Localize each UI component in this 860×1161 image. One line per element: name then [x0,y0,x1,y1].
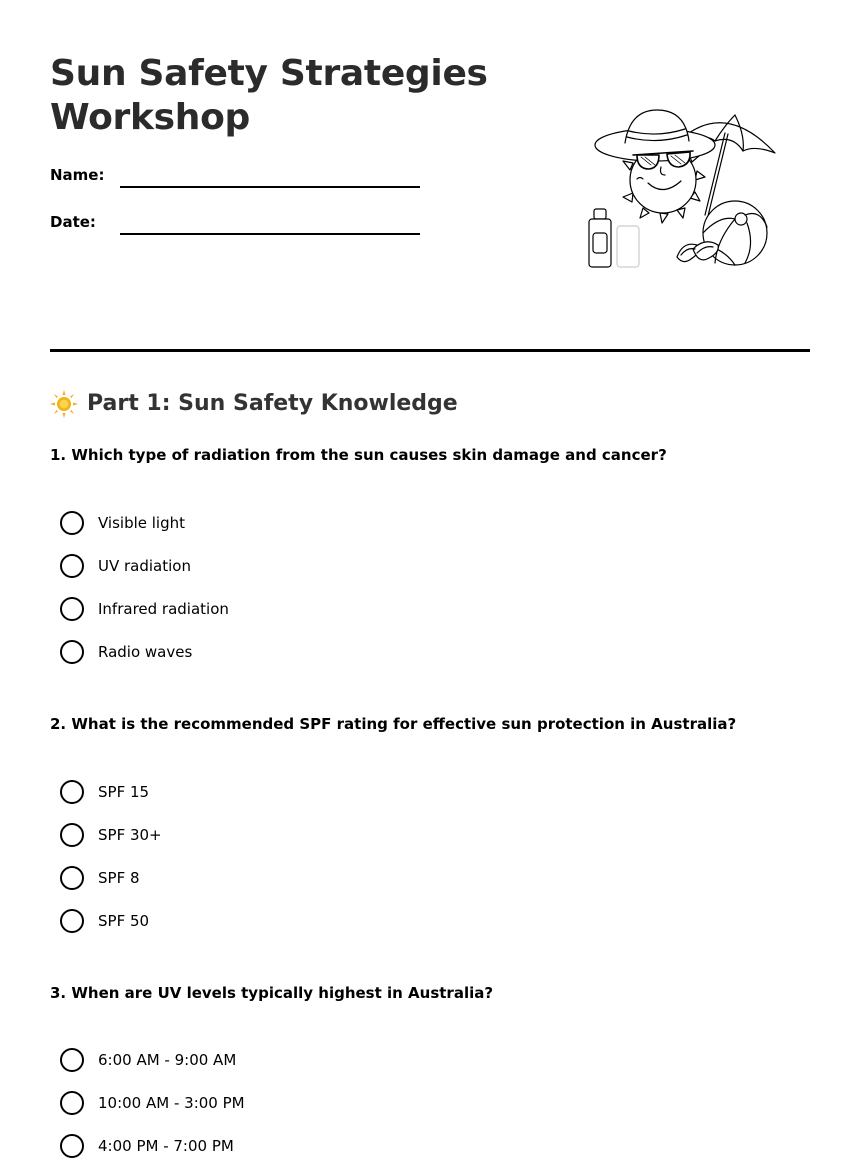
date-field[interactable] [50,213,430,243]
date-write-line[interactable] [120,233,420,235]
q1-option-1[interactable] [60,510,185,536]
radio-button[interactable] [60,823,84,847]
option-label: SPF 50 [98,912,150,930]
section-1-title: Part 1: Sun Safety Knowledge [87,391,458,416]
radio-button[interactable] [60,909,84,933]
q1-option-3[interactable] [60,596,229,622]
q3-option-2[interactable] [60,1090,245,1116]
option-label: Radio waves [98,643,193,661]
radio-button[interactable] [60,1048,84,1072]
option-label: 4:00 PM - 7:00 PM [98,1137,234,1155]
radio-button[interactable] [60,597,84,621]
radio-button[interactable] [60,640,84,664]
date-label: Date: [50,213,96,231]
radio-button[interactable] [60,554,84,578]
q2-option-1[interactable] [60,779,149,805]
section-divider [50,349,810,352]
q3-option-3[interactable] [60,1133,234,1159]
option-label: Visible light [98,514,186,532]
q2-option-4[interactable] [60,908,149,934]
option-label: SPF 8 [98,869,140,887]
option-label: SPF 30+ [98,826,162,844]
name-field[interactable] [50,166,430,196]
section-1-heading [50,389,458,419]
radio-button[interactable] [60,1091,84,1115]
option-label: 6:00 AM - 9:00 AM [98,1051,237,1069]
option-label: UV radiation [98,557,191,575]
question-1: 1. Which type of radiation from the sun causes skin damage and cancer? [50,446,667,464]
option-label: Infrared radiation [98,600,229,618]
radio-button[interactable] [60,866,84,890]
q3-option-1[interactable] [60,1047,236,1073]
option-label: 10:00 AM - 3:00 PM [98,1094,245,1112]
question-2: 2. What is the recommended SPF rating for effective sun protection in Australia? [50,715,737,733]
title-line-2: Workshop [50,97,251,138]
worksheet-title [50,52,490,140]
q2-option-2[interactable] [60,822,162,848]
name-label: Name: [50,166,105,184]
q2-option-3[interactable] [60,865,140,891]
radio-button[interactable] [60,1134,84,1158]
radio-button[interactable] [60,780,84,804]
name-write-line[interactable] [120,186,420,188]
radio-button[interactable] [60,511,84,535]
sun-icon [50,390,78,418]
q1-option-4[interactable] [60,639,192,665]
title-line-1: Sun Safety Strategies [50,53,488,94]
question-3: 3. When are UV levels typically highest in Australia? [50,984,494,1002]
option-label: SPF 15 [98,783,150,801]
q1-option-2[interactable] [60,553,191,579]
sun-beach-illustration [585,105,780,270]
